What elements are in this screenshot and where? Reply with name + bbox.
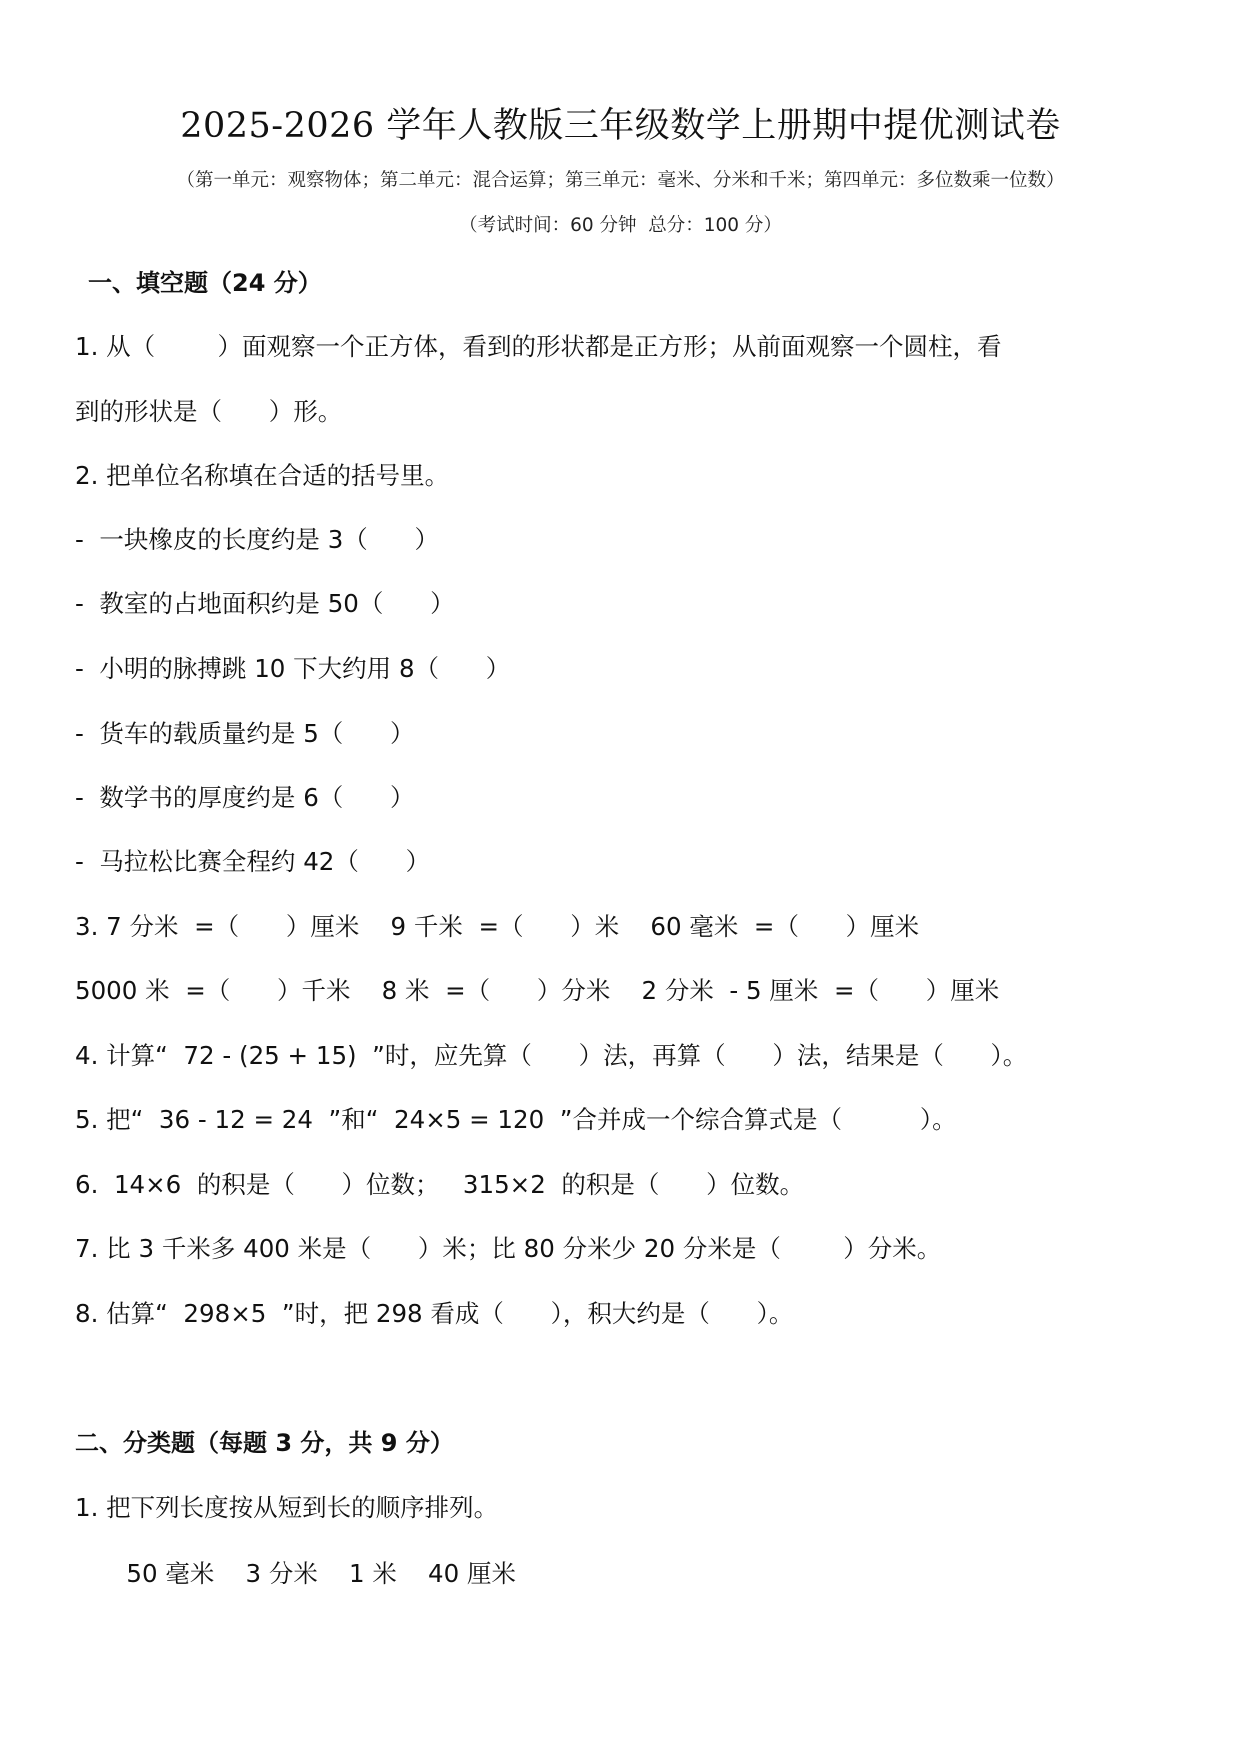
- question-line: 7. 比 3 千米多 400 米是（ ）米；比 80 分米少 20 分米是（ ）分米。: [75, 1234, 942, 1263]
- list-item: - 货车的载质量约是 5（ ）: [75, 719, 415, 748]
- page-title: 2025-2026 学年人教版三年级数学上册期中提优测试卷: [180, 106, 1061, 146]
- question-line: 50 毫米 3 分米 1 米 40 厘米: [103, 1559, 516, 1588]
- question-line: 5000 米 =（ ）千米 8 米 =（ ）分米 2 分米 - 5 厘米 =（ ）厘米: [75, 976, 1000, 1005]
- list-item: - 教室的占地面积约是 50（ ）: [75, 589, 455, 618]
- units-subtitle: （第一单元：观察物体；第二单元：混合运算；第三单元：毫米、分米和千米；第四单元：多位数乘一位数）: [176, 170, 1065, 191]
- question-line: 5. 把“ 36 - 12 = 24 ”和“ 24×5 = 120 ”合并成一个综合算式是（ ）。: [75, 1105, 957, 1134]
- list-item: - 小明的脉搏跳 10 下大约用 8（ ）: [75, 654, 511, 683]
- question-line: 8. 估算“ 298×5 ”时，把 298 看成（ ），积大约是（ ）。: [75, 1299, 794, 1328]
- question-line: 2. 把单位名称填在合适的括号里。: [75, 461, 450, 490]
- question-line: 4. 计算“ 72 - (25 + 15) ”时，应先算（ ）法，再算（ ）法，结果是（ ）。: [75, 1041, 1028, 1070]
- section-heading-classification: 二、分类题（每题 3 分，共 9 分）: [75, 1429, 454, 1457]
- question-line: 1. 从（ ）面观察一个正方体，看到的形状都是正方形；从前面观察一个圆柱，看: [75, 332, 1002, 361]
- question-line: 1. 把下列长度按从短到长的顺序排列。: [75, 1493, 499, 1522]
- question-line: 3. 7 分米 =（ ）厘米 9 千米 =（ ）米 60 毫米 =（ ）厘米: [75, 912, 920, 941]
- exam-info: （考试时间：60 分钟 总分：100 分）: [459, 215, 782, 236]
- section-heading-fill-in: 一、填空题（24 分）: [88, 269, 322, 297]
- question-line: 到的形状是（ ）形。: [75, 397, 343, 426]
- list-item: - 马拉松比赛全程约 42（ ）: [75, 847, 431, 876]
- question-line: 6. 14×6 的积是（ ）位数； 315×2 的积是（ ）位数。: [75, 1170, 805, 1199]
- list-item: - 数学书的厚度约是 6（ ）: [75, 783, 415, 812]
- list-item: - 一块橡皮的长度约是 3（ ）: [75, 525, 440, 554]
